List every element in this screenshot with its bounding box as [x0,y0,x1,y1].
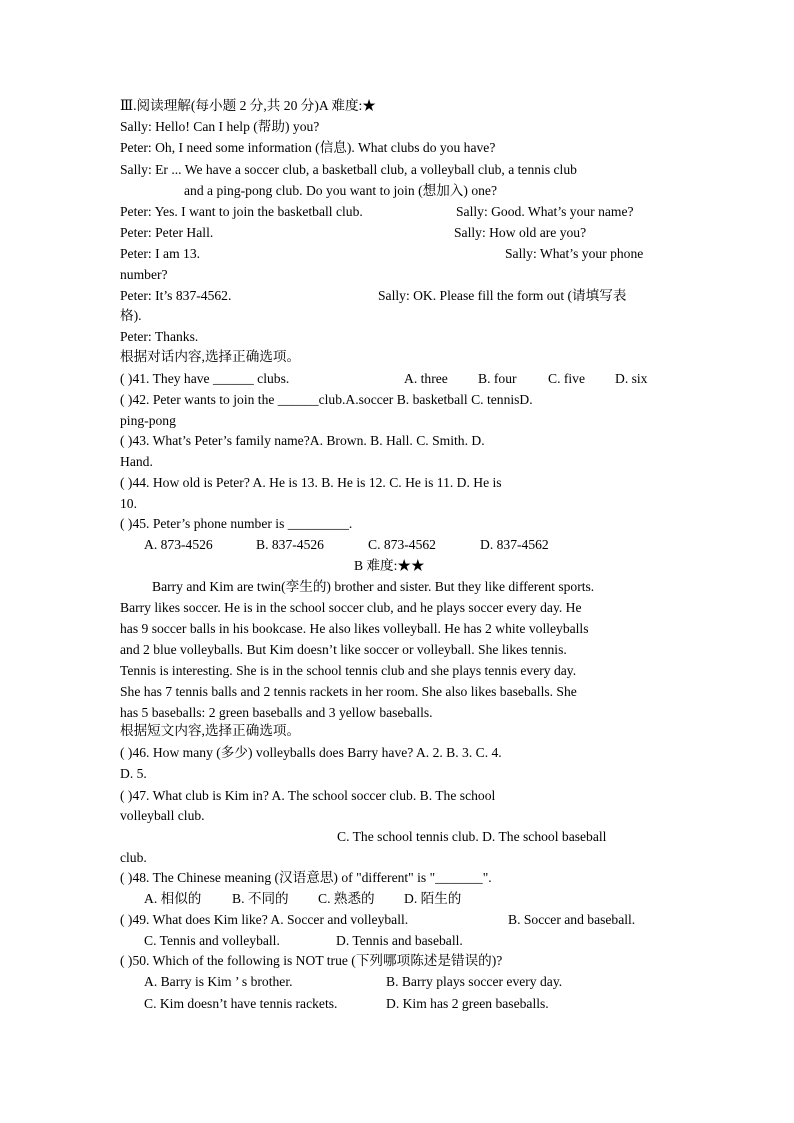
dialogue-line: Peter: Thanks. [120,329,199,344]
dialogue-line: Peter: Peter Hall. [120,225,214,240]
dialogue-line: Sally: OK. Please fill the form out (请填写表 [378,288,627,303]
question-42: ( )42. Peter wants to join the ______club.A.soccer B. basketball C. tennisD. [120,392,533,407]
dialogue-line: number? [120,267,168,282]
dialogue-line: and a ping-pong club. Do you want to join (想加入) one? [184,183,497,198]
dialogue-line: Peter: Yes. I want to join the basketball club. [120,204,363,219]
dialogue-line: 格). [120,308,142,323]
passage-line: Barry and Kim are twin(孪生的) brother and sister. But they like different sports. [152,579,595,594]
question-47-cont2: club. [120,850,147,865]
dialogue-line: Sally: What’s your phone [505,246,644,261]
question-49: ( )49. What does Kim like? A. Soccer and volleyball. [120,912,409,927]
option-b: B. four [478,371,517,386]
question-47-cont: volleyball club. [120,808,205,823]
question-44-cont: 10. [120,496,137,511]
passage-line: She has 7 tennis balls and 2 tennis rackets in her room. She also likes baseballs. She [120,684,577,699]
passage-line: and 2 blue volleyballs. But Kim doesn’t like soccer or volleyball. She likes tennis. [120,642,567,657]
instruction-b: 根据短文内容,选择正确选项。 [120,723,301,738]
option-c: C. Kim doesn’t have tennis rackets. [144,996,338,1011]
dialogue-line: Sally: Good. What’s your name? [456,204,634,219]
section-a-title: Ⅲ.阅读理解(每小题 2 分,共 20 分)A 难度:★ [120,98,376,113]
option-d: D. six [615,371,648,386]
option-d: D. 837-4562 [480,537,549,552]
option-b: B. Soccer and baseball. [508,912,636,927]
question-47: ( )47. What club is Kim in? A. The school soccer club. B. The school [120,788,496,803]
question-44: ( )44. How old is Peter? A. He is 13. B. He is 12. C. He is 11. D. He is [120,475,502,490]
question-43: ( )43. What’s Peter’s family name?A. Brown. B. Hall. C. Smith. D. [120,433,485,448]
passage-line: has 5 baseballs: 2 green baseballs and 3 yellow baseballs. [120,705,433,720]
option-d: D. Kim has 2 green baseballs. [386,996,549,1011]
dialogue-line: Peter: Oh, I need some information (信息). What clubs do you have? [120,140,496,155]
dialogue-line: Sally: How old are you? [454,225,587,240]
question-48: ( )48. The Chinese meaning (汉语意思) of "different" is "_______". [120,870,492,885]
option-d: D. Tennis and baseball. [336,933,463,948]
question-47-options: C. The school tennis club. D. The school baseball [337,829,607,844]
option-a: A. 873-4526 [144,537,213,552]
passage-line: Barry likes soccer. He is in the school soccer club, and he plays soccer every day. He [120,600,582,615]
question-43-cont: Hand. [120,454,153,469]
question-46: ( )46. How many (多少) volleyballs does Barry have? A. 2. B. 3. C. 4. [120,745,502,760]
question-45: ( )45. Peter’s phone number is _________. [120,516,353,531]
instruction-a: 根据对话内容,选择正确选项。 [120,349,301,364]
option-a: A. 相似的 [144,891,202,906]
option-b: B. Barry plays soccer every day. [386,974,563,989]
option-c: C. 熟悉的 [318,891,375,906]
option-d: D. 陌生的 [404,891,462,906]
dialogue-line: Sally: Hello! Can I help (帮助) you? [120,119,320,134]
dialogue-line: Peter: I am 13. [120,246,201,261]
option-b: B. 不同的 [232,891,289,906]
passage-line: has 9 soccer balls in his bookcase. He also likes volleyball. He has 2 white volleyballs [120,621,589,636]
option-c: C. Tennis and volleyball. [144,933,280,948]
option-b: B. 837-4526 [256,537,324,552]
question-50: ( )50. Which of the following is NOT true (下列哪项陈述是错误的)? [120,953,503,968]
question-46-cont: D. 5. [120,766,147,781]
option-a: A. three [404,371,448,386]
dialogue-line: Peter: It’s 837-4562. [120,288,232,303]
dialogue-line: Sally: Er ... We have a soccer club, a basketball club, a volleyball club, a tennis club [120,162,577,177]
question-42-cont: ping-pong [120,413,176,428]
option-c: C. 873-4562 [368,537,436,552]
question-41: ( )41. They have ______ clubs. [120,371,290,386]
option-c: C. five [548,371,585,386]
section-b-title: B 难度:★★ [354,558,425,573]
option-a: A. Barry is Kim ’ s brother. [144,974,293,989]
passage-line: Tennis is interesting. She is in the school tennis club and she plays tennis every day. [120,663,577,678]
